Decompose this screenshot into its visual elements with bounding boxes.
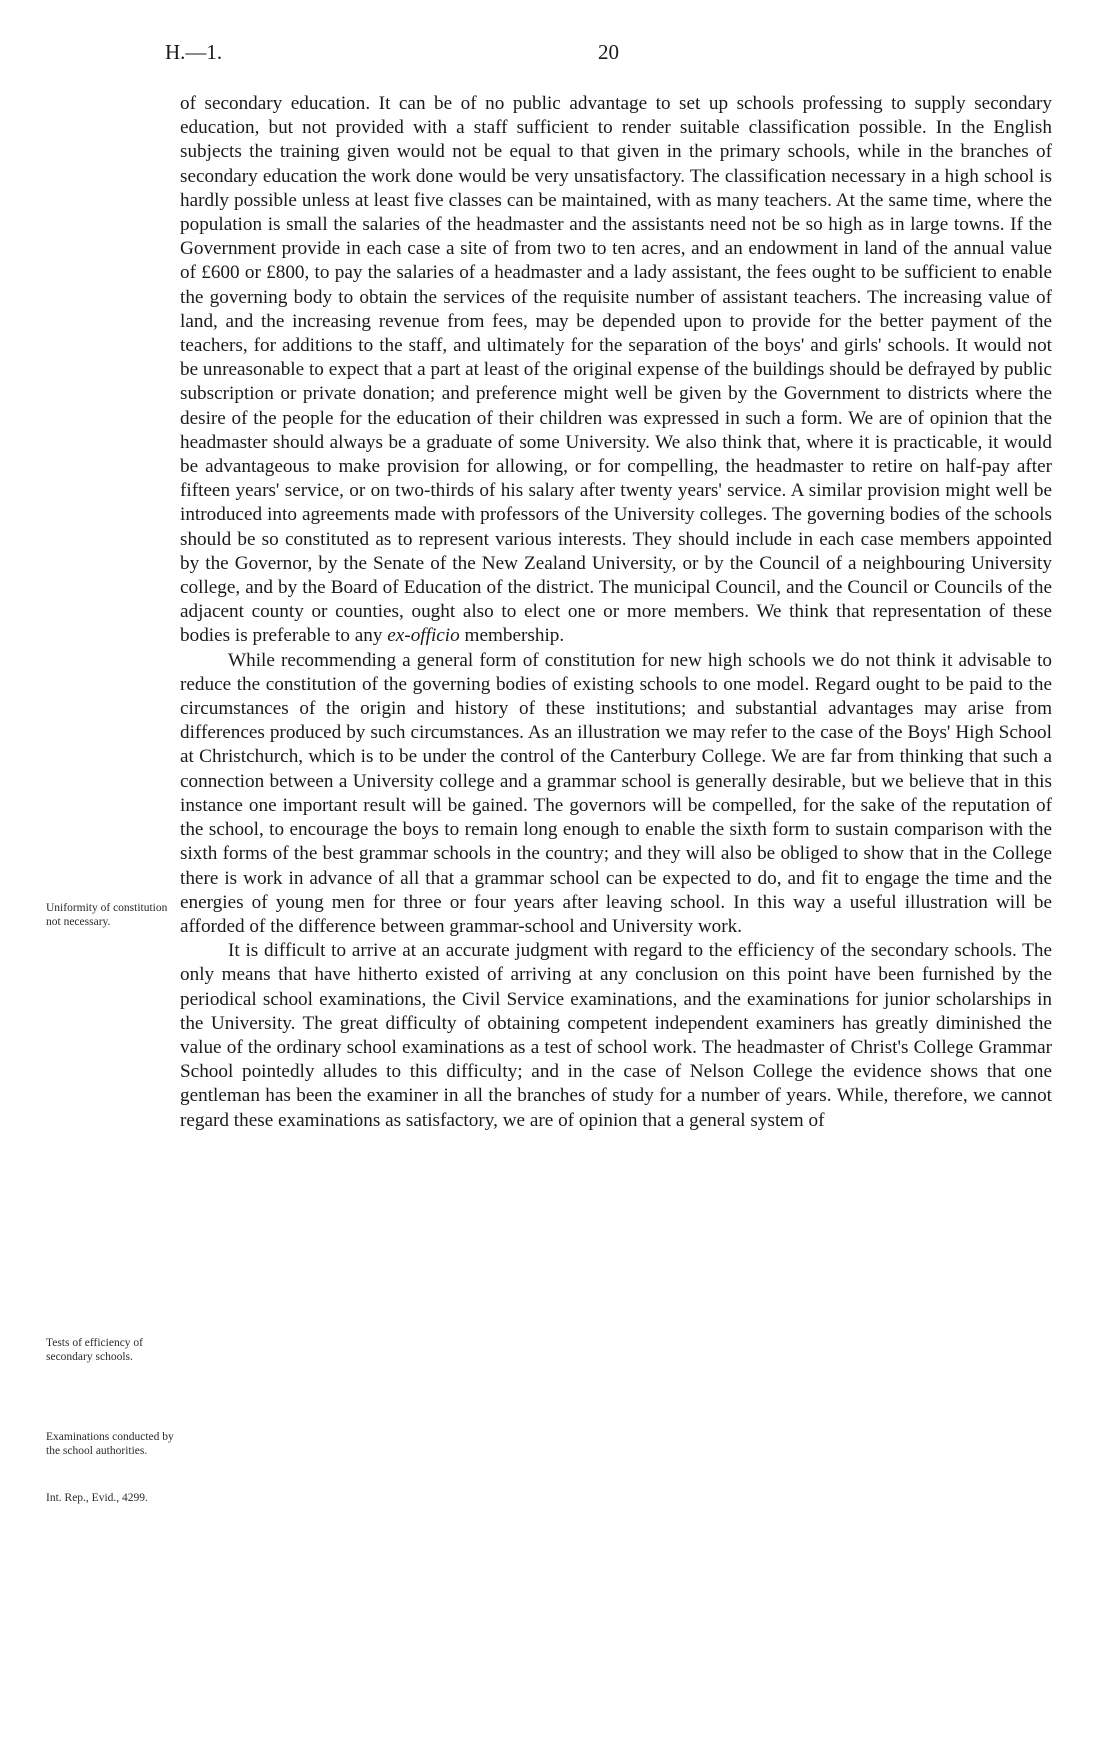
page-header: [0, 40, 1114, 70]
margin-note-examinations: Examinations conducted by the school authorities.: [46, 1431, 174, 1457]
paragraph-1-end: membership.: [464, 625, 565, 647]
paragraph-1: [180, 92, 1052, 649]
paragraph-1-italic: ex-officio: [387, 625, 460, 647]
series-label: H.—1.: [165, 40, 223, 64]
paragraph-2: While recommending a general form of constitution for new high schools we do not think it advisable to reduce the constitution of the governing bodies of existing schools to one model. Regard ought to be paid to the circumstances of the origin and history of these institutions; and substantial advantages may arise from differences produced by such circumstances. As an illustration we may refer to the case of the Boys' High School at Christchurch, which is to be under the control of the Canterbury College. We are far from thinking that such a connection between a University college and a grammar school is generally desirable, but we believe that in this instance one important result will be gained. The governors will be compelled, for the sake of the reputation of the school, to encourage the boys to remain long enough to enable the sixth form to sustain comparison with the sixth forms of the best grammar schools in the country; and they will also be obliged to show that in the College there is work in advance of all that a grammar school can be expected to do, and fit to engage the time and the energies of young men for three or four years after leaving school. In this way a useful illustration will be afforded of the difference between grammar-school and University work.: [180, 649, 1052, 937]
margin-note-tests: Tests of efficiency of secondary schools.: [46, 1337, 144, 1363]
body-text: [180, 92, 1052, 1133]
margin-note-int-rep: Int. Rep., Evid., 4299.: [46, 1492, 148, 1504]
paragraph-3: It is difficult to arrive at an accurate judgment with regard to the efficiency of the secondary schools. The only means that have hitherto existed of arriving at any conclusion on this point have been furnished by the periodical school examinations, the Civil Service examinations, and the examinations for junior scholarships in the University. The great difficulty of obtaining competent independent examiners has greatly diminished the value of the ordinary school examinations as a test of school work. The headmaster of Christ's College Grammar School pointedly alludes to this difficulty; and in the case of Nelson College the evidence shows that one gentleman has been the examiner in all the branches of study for a number of years. While, therefore, we cannot regard these examinations as satisfactory, we are of opinion that a general system of: [180, 940, 1052, 1131]
paragraph-1-text: of secondary education. It can be of no public advantage to set up schools professing to supply secondary education, but not provided with a staff sufficient to render suitable classification possible. In the English subjects the training given would not be equal to that given in the primary schools, while in the branches of secondary education the work done would be very unsatisfactory. The classification necessary in a high school is hardly possible unless at least five classes can be maintained, with as many teachers. At the same time, where the population is small the salaries of the headmaster and the assistants need not be so high as in large towns. If the Government provide in each case a site of from two to ten acres, and an endowment in land of the annual value of £600 or £800, to pay the salaries of a headmaster and a lady assistant, the fees ought to be sufficient to enable the governing body to obtain the services of the requisite number of assistant teachers. The increasing value of land, and the increasing revenue from fees, may be depended upon to provide for the better payment of the teachers, for additions to the staff, and ultimately for the separation of the boys' and girls' schools. It would not be unreasonable to expect that a part at least of the original expense of the buildings should be defrayed by public subscription or private donation; and preference might well be given by the Government to districts where the desire of the people for the education of their children was expressed in such a form. We are of opinion that the headmaster should always be a graduate of some University. We also think that, where it is practicable, it would be advantageous to make provision for allowing, or for compelling, the headmaster to retire on half-pay after fifteen years' service, or on two-thirds of his salary after twenty years' service. A similar provision might well be introduced into agreements made with professors of the University colleges. The governing bodies of the schools should be so constituted as to represent various interests. They should include in each case members appointed by the Governor, by the Senate of the New Zealand University, or by the Council of a neighbouring University college, and by the Board of Education of the district. The municipal Council, and the Council or Councils of the adjacent county or counties, ought also to elect one or more members. We think that representation of these bodies is preferable to any: [180, 93, 1052, 647]
margin-note-uniformity: Uniformity of constitution not necessary.: [46, 902, 168, 928]
page-number: 20: [598, 40, 619, 64]
